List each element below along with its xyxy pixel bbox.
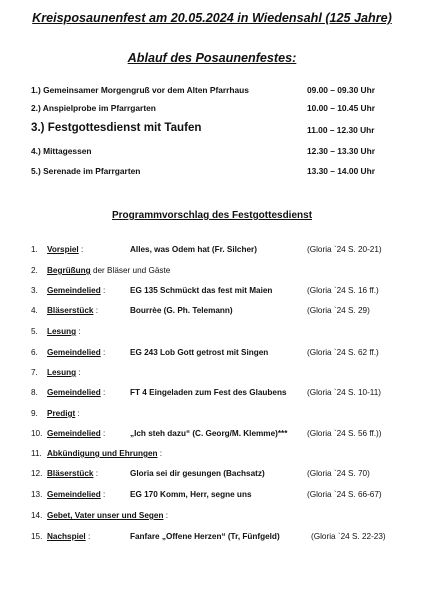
program-item-label <box>47 532 90 541</box>
schedule-item-label: 2.) Anspielprobe im Pfarrgarten <box>31 103 156 113</box>
program-item-label <box>47 266 170 275</box>
program-item-label <box>47 327 81 336</box>
schedule-item-label: 1.) Gemeinsamer Morgengruß vor dem Alten Pfarrhaus <box>31 85 249 95</box>
program-item-separator: : <box>76 327 81 336</box>
program-item-separator: : <box>100 388 106 397</box>
program-item-label <box>47 449 162 458</box>
program-item-separator: : <box>93 469 98 478</box>
program-item-part: Abkündigung und Ehrungen <box>47 449 158 458</box>
program-item-separator: : <box>93 306 98 315</box>
program-item-part: Nachspiel <box>47 532 86 541</box>
program-item-number: 12. <box>31 469 43 478</box>
program-item-part: Gemeindelied <box>47 429 101 438</box>
schedule-item-time: 09.00 – 09.30 Uhr <box>307 85 375 95</box>
program-item-number: 4. <box>31 306 38 315</box>
program-item-part: Begrüßung <box>47 266 91 275</box>
program-item-number: 14. <box>31 511 43 520</box>
program-item-part: Bläserstück <box>47 306 94 315</box>
program-item-part: Gemeindelied <box>47 388 101 397</box>
program-item-number: 11. <box>31 449 42 458</box>
program-item-number: 6. <box>31 348 38 357</box>
program-item-reference: (Gloria `24 S. 66-67) <box>307 490 382 499</box>
program-item-reference: (Gloria `24 S. 56 ff.)) <box>307 429 382 438</box>
program-item-title: Gloria sei dir gesungen (Bachsatz) <box>130 469 265 478</box>
program-item-separator: : <box>100 286 106 295</box>
program-item-number: 1. <box>31 245 38 254</box>
program-item-number: 10. <box>31 429 43 438</box>
program-item-label <box>47 245 83 254</box>
program-item-number: 15. <box>31 532 43 541</box>
program-item-number: 3. <box>31 286 38 295</box>
program-item-number: 9. <box>31 409 38 418</box>
program-item-part: Predigt <box>47 409 76 418</box>
schedule-item-time: 10.00 – 10.45 Uhr <box>307 103 375 113</box>
program-item-part: Lesung <box>47 327 77 336</box>
program-item-label <box>47 429 105 438</box>
program-item-label <box>47 388 105 397</box>
program-item-part: Gemeindelied <box>47 490 101 499</box>
program-item-label <box>47 409 80 418</box>
program-heading: Programmvorschlag des Festgottesdienst <box>111 210 313 221</box>
program-item-title: EG 170 Komm, Herr, segne uns <box>130 490 252 499</box>
program-item-label <box>47 490 105 499</box>
program-item-separator: : <box>75 409 80 418</box>
program-item-label <box>47 348 105 357</box>
program-item-separator: : <box>157 449 163 458</box>
program-item-reference: (Gloria `24 S. 70) <box>307 469 370 478</box>
program-item-part: Bläserstück <box>47 469 94 478</box>
program-item-number: 5. <box>31 327 38 336</box>
program-item-separator: : <box>163 511 169 520</box>
program-item-number: 2. <box>31 266 38 275</box>
program-item-separator: : <box>78 245 84 254</box>
program-item-reference: (Gloria `24 S. 20-21) <box>307 245 382 254</box>
program-item-title: Bourrèe (G. Ph. Telemann) <box>130 306 233 315</box>
program-item-reference: (Gloria `24 S. 16 ff.) <box>307 286 379 295</box>
program-item-title: Fanfare „Offene Herzen“ (Tr, Fünfgeld) <box>130 532 280 541</box>
program-item-title: Alles, was Odem hat (Fr. Silcher) <box>130 245 257 254</box>
program-item-reference: (Gloria `24 S. 10-11) <box>307 388 382 397</box>
schedule-item-time: 13.30 – 14.00 Uhr <box>307 166 375 176</box>
program-item-number: 13. <box>31 490 43 499</box>
schedule-item-time: 12.30 – 13.30 Uhr <box>307 146 375 156</box>
program-item-number: 7. <box>31 368 38 377</box>
program-item-title: FT 4 Eingeladen zum Fest des Glaubens <box>130 388 287 397</box>
document-title: Kreisposaunenfest am 20.05.2024 in Wiedensahl (125 Jahre) <box>32 11 392 25</box>
program-item-separator: : <box>100 348 106 357</box>
schedule-item-label: 5.) Serenade im Pfarrgarten <box>31 166 141 176</box>
program-item-reference: (Gloria `24 S. 29) <box>307 306 370 315</box>
program-item-title: EG 135 Schmückt das fest mit Maien <box>130 286 273 295</box>
schedule-heading: Ablauf des Posaunenfestes: <box>127 51 297 65</box>
program-item-part: Vorspiel <box>47 245 79 254</box>
schedule-item-label: 3.) Festgottesdienst mit Taufen <box>31 121 202 134</box>
program-item-part: Gemeindelied <box>47 348 101 357</box>
program-item-separator: : <box>76 368 81 377</box>
program-item-extra: der Bläser und Gäste <box>90 266 171 275</box>
program-item-part: Gebet, Vater unser und Segen <box>47 511 164 520</box>
program-item-title: EG 243 Lob Gott getrost mit Singen <box>130 348 269 357</box>
schedule-item-time: 11.00 – 12.30 Uhr <box>307 125 375 135</box>
program-item-separator: : <box>85 532 91 541</box>
program-item-number: 8. <box>31 388 38 397</box>
program-item-part: Gemeindelied <box>47 286 101 295</box>
program-item-label <box>47 511 168 520</box>
schedule-item-label: 4.) Mittagessen <box>31 146 92 156</box>
program-item-reference: (Gloria `24 S. 22-23) <box>311 532 386 541</box>
program-item-separator: : <box>100 429 106 438</box>
program-item-part: Lesung <box>47 368 77 377</box>
program-item-title: „Ich steh dazu“ (C. Georg/M. Klemme)*** <box>130 429 288 438</box>
program-item-label <box>47 469 98 478</box>
program-item-label <box>47 286 105 295</box>
program-item-label <box>47 306 98 315</box>
program-item-separator: : <box>100 490 106 499</box>
program-item-label <box>47 368 81 377</box>
program-item-reference: (Gloria `24 S. 62 ff.) <box>307 348 379 357</box>
